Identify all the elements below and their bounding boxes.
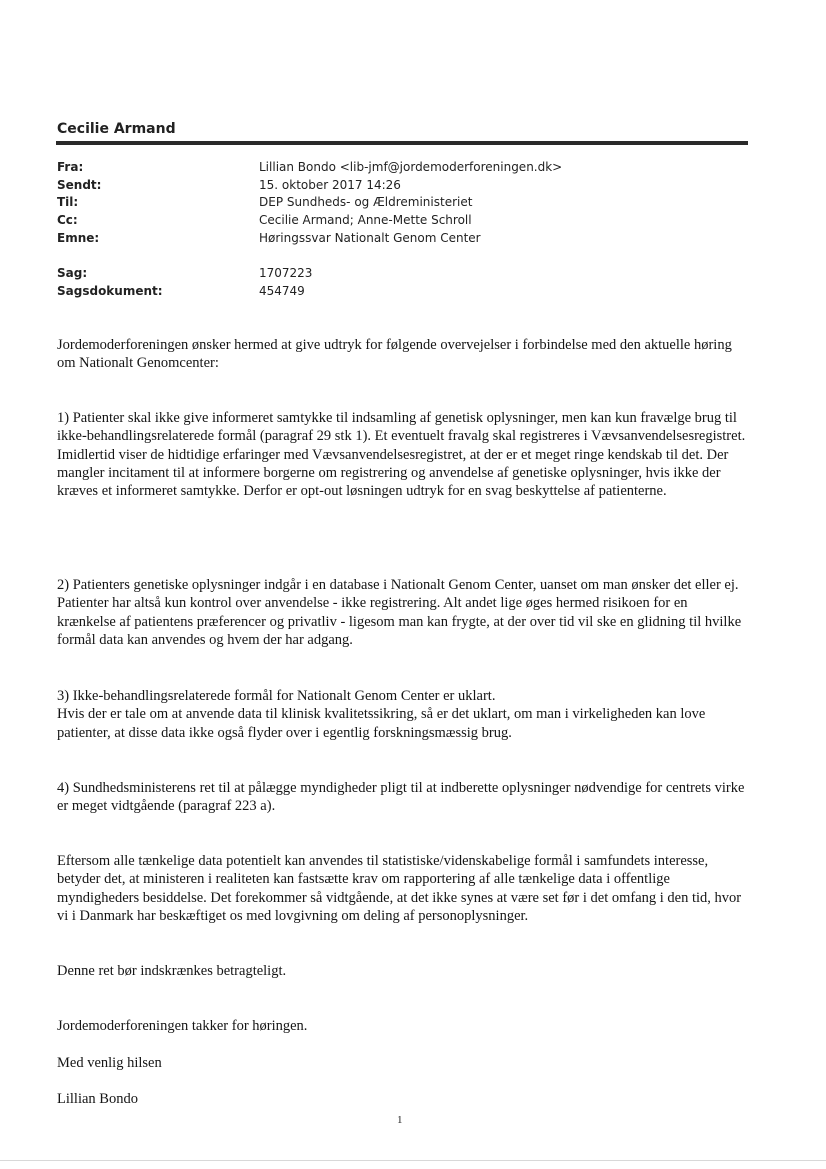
paragraph-point-3-continued: Hvis der er tale om at anvende data til klinisk kvalitetssikring, så er det uklart, om man i virkeligheden kan love patienter, at disse data ikke også flyder over i egentlig forskningsmæssig brug. [57,706,706,741]
closing: Med venlig hilsen [57,1055,162,1071]
header-value-sent: 15. oktober 2017 14:26 [259,178,401,192]
paragraph-point-1-continued: Imidlertid viser de hidtidige erfaringer med Vævsanvendelsesregistret, at der er et meget ringe kendskab til det. Der mangler incitament til at informere borgerne om registrering og anvendelse af genetiske oplysninger, hvis ikke der kræves et informeret samtykke. Derfor er opt-out løsningen udtryk for en svag beskyttelse af patienterne. [57,446,729,500]
header-label: Fra: [57,160,84,174]
paragraph-restriction: Denne ret bør indskrænkes betragteligt. [57,963,287,979]
paragraph-thanks: Jordemoderforeningen takker for høringen. [57,1018,308,1034]
page-number: 1 [397,1114,403,1126]
sender-name: Cecilie Armand [57,121,176,137]
header-label: Sag: [57,266,88,280]
header-label: Til: [57,195,79,209]
header-label: Sendt: [57,178,102,192]
paragraph-point-1-text: 1) Patienter skal ikke give informeret samtykke til indsamling af genetisk oplysninger, men kan kun fravælge brug til ikke-behandlingsrelaterede formål (paragraf 29 stk 1). Et eventuelt fravalg skal registreres i Vævsanvendelsesregistret. [57,410,746,445]
header-value-subject: Høringssvar Nationalt Genom Center [259,231,481,245]
paragraph-point-3 [57,687,747,742]
header-label: Sagsdokument: [57,284,163,298]
header-value-case-document: 454749 [259,284,305,298]
header-value-case: 1707223 [259,266,313,280]
scan-edge [0,1160,826,1161]
header-value-to: DEP Sundheds- og Ældreministeriet [259,195,473,209]
paragraph-point-3-text: 3) Ikke-behandlingsrelaterede formål for Nationalt Genom Center er uklart. [57,688,496,704]
header-divider [56,141,748,145]
paragraph-point-1 [57,409,747,500]
header-value-cc: Cecilie Armand; Anne-Mette Schroll [259,213,472,227]
header-label: Cc: [57,213,78,227]
paragraph-conclusion: Eftersom alle tænkelige data potentielt kan anvendes til statistiske/videnskabelige formål i samfundets interesse, betyder det, at ministeren i realiteten kan fastsætte krav om rapportering af alle tænkelige data i offentlige myndigheders besiddelse. Det forekommer så vidtgående, at det ikke synes at være set før i det omfang i den tid, hvor vi i Danmark har beskæftiget os med lovgivning om deling af personoplysninger. [57,853,742,924]
header-value-from: Lillian Bondo <lib-jmf@jordemoderforeningen.dk> [259,160,563,174]
header-label: Emne: [57,231,100,245]
paragraph-intro: Jordemoderforeningen ønsker hermed at give udtryk for følgende overvejelser i forbindelse med den aktuelle høring om Nationalt Genomcenter: [57,337,732,372]
paragraph-point-4: 4) Sundhedsministerens ret til at pålægge myndigheder pligt til at indberette oplysninger nødvendige for centrets virke er meget vidtgående (paragraf 223 a). [57,780,745,815]
paragraph-point-2: 2) Patienters genetiske oplysninger indgår i en database i Nationalt Genom Center, uanset om man ønsker det eller ej. Patienter har altså kun kontrol over anvendelse - ikke registrering. Alt andet lige øges hermed risikoen for en krænkelse af patientens præferencer og privatliv - ligesom man kan frygte, at der over tid vil ske en glidning til hvilke formål data kan anvendes og hvem der har adgang. [57,577,742,648]
signature: Lillian Bondo [57,1091,138,1107]
